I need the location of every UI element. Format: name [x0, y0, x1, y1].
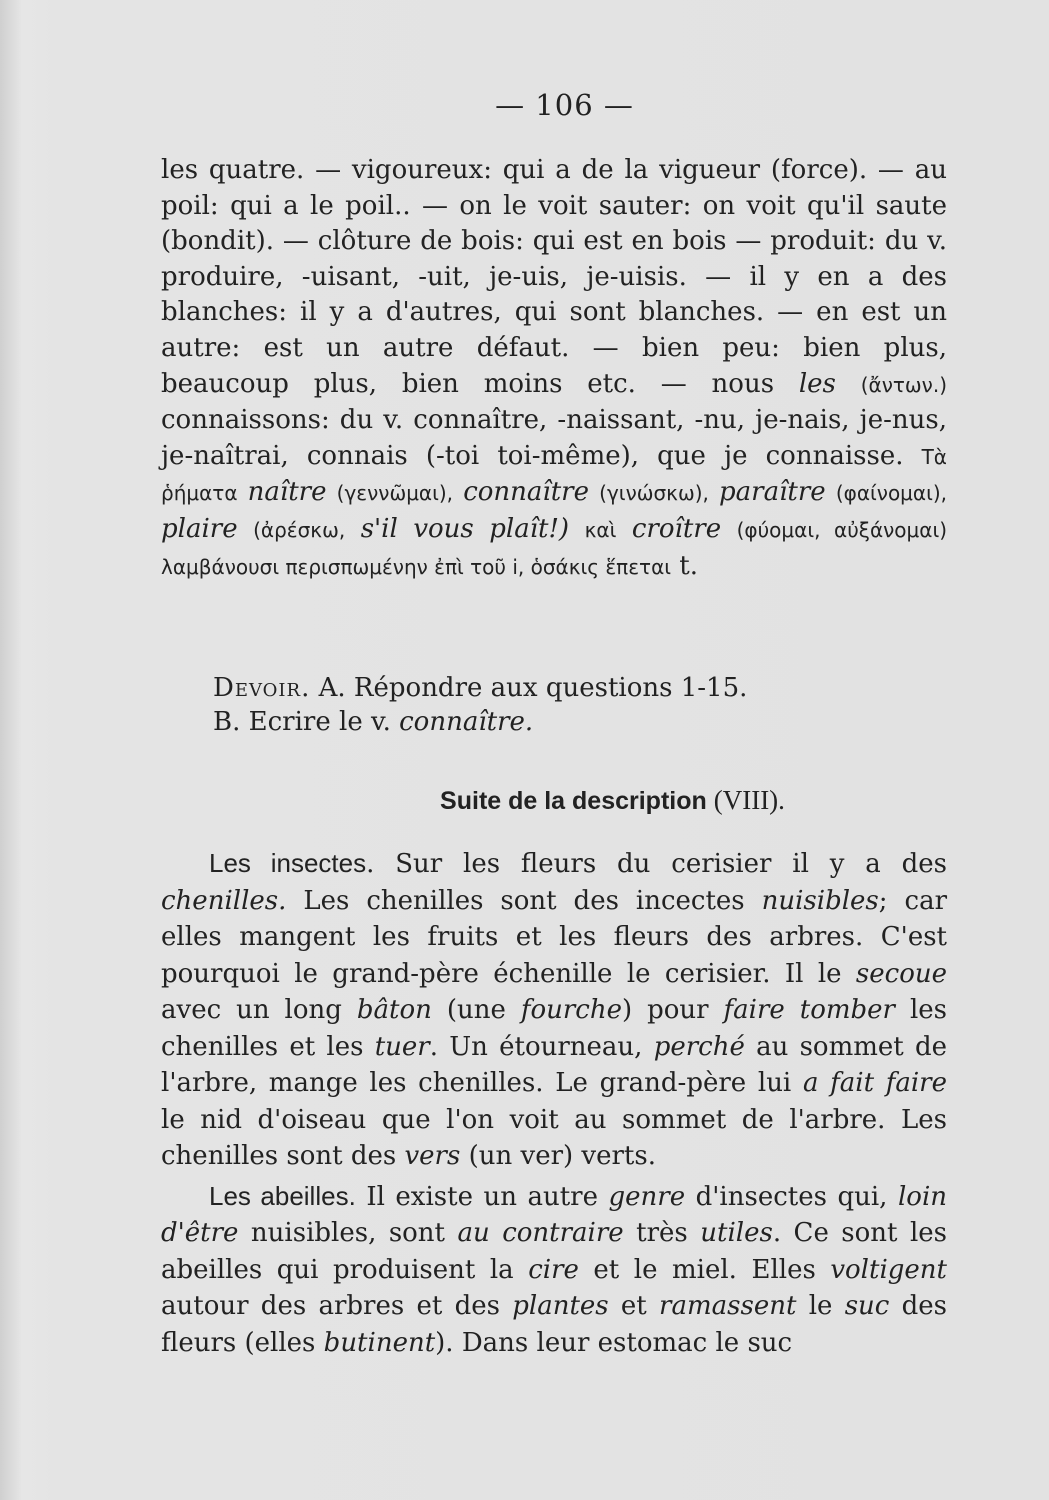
homework-line-b	[161, 705, 947, 739]
homework-text-b: B. Ecrire le v.	[213, 707, 400, 737]
body-text: très	[623, 1218, 701, 1248]
body-text: . Ce sont les abeilles qui produisent la	[161, 1218, 948, 1285]
body-text: . Sur les fleurs du cerisier il y a des	[366, 849, 947, 879]
body-text: nuisibles, sont	[238, 1218, 458, 1248]
body-text: autour des arbres et des	[161, 1291, 513, 1321]
homework-assignment	[161, 671, 947, 739]
homework-line-a	[161, 671, 947, 705]
body-text: le	[796, 1291, 845, 1321]
body-text: d'insectes qui,	[685, 1181, 898, 1212]
italic-term: vers	[404, 1141, 461, 1171]
body-text: Les chenilles sont des incectes	[286, 885, 762, 916]
section-heading-numeral: (VIII).	[713, 785, 785, 815]
greek-text: (φαίνομαι),	[835, 481, 948, 506]
italic-term: utiles	[700, 1218, 773, 1248]
italic-term: voltigent	[830, 1254, 947, 1285]
italic-term: butinent	[323, 1327, 436, 1358]
italic-term: tuer	[374, 1031, 430, 1062]
italic-term: fourche	[520, 995, 622, 1025]
paragraph-abeilles	[161, 1178, 947, 1362]
greek-text: (γεννῶμαι),	[336, 481, 454, 506]
section-heading-main: Suite de la description	[440, 787, 714, 815]
body-text: avec un long	[161, 995, 357, 1025]
notes-text: connaissons: du v. connaître, -naissant, -nu, je-nais, je-nus, je-naîtrai, connais (-toi toi-même), que je connaisse.	[161, 405, 947, 471]
italic-term: a fait faire	[802, 1068, 947, 1098]
paragraph-heading: Les abeilles.	[209, 1180, 356, 1211]
notes-text: t.	[671, 550, 699, 581]
body-text: ). Dans leur estomac le suc	[435, 1327, 793, 1358]
italic-term: ramassent	[659, 1291, 797, 1321]
body-text: Il existe un autre	[355, 1181, 609, 1212]
italic-term: secoue	[855, 958, 947, 989]
homework-label: Devoir.	[213, 673, 311, 703]
greek-text: (ἄντων.)	[860, 372, 948, 397]
homework-italic: connaître.	[399, 707, 534, 737]
body-text: . Un étourneau,	[429, 1031, 654, 1062]
notes-paragraph	[161, 153, 947, 585]
vocabulary-notes	[161, 153, 947, 585]
body-text: ) pour	[622, 995, 724, 1025]
reading-text	[161, 845, 947, 1361]
greek-text: καὶ	[584, 517, 617, 542]
italic-term: perché	[653, 1031, 745, 1062]
body-text: et le miel. Elles	[578, 1254, 831, 1285]
body-text: le nid d'oiseau que l'on voit au sommet de l'arbre. Les chenilles sont des	[161, 1104, 947, 1171]
notes-text: les quatre. — vigoureux: qui a de la vigueur (force). — au poil: qui a le poil.. — on le voit sauter: on voit qu'il saute (bondit). — clôture de bois: qui est en bois — produit: du v. produire, -uisant, -uit, je-uis, je-uisis. — il y en a des blanches: il y a d'autres, qui sont blanches. — en est un autre: est un autre défaut. — bien peu: bien plus, beaucoup plus, bien moins etc. — nous	[161, 155, 947, 399]
notes-italic: croître	[631, 513, 722, 544]
notes-italic: paraître	[719, 477, 826, 508]
greek-text: (φύομαι, αὐξάνομαι) λαμβάνουσι περισπωμένην ἐπὶ τοῦ i, ὁσάκις ἕπεται	[161, 517, 948, 579]
notes-italic: plaire	[161, 513, 238, 544]
greek-text: (ἀρέσκω,	[253, 517, 346, 542]
greek-text: Τὰ ῥήματα	[161, 444, 947, 506]
italic-term: au contraire	[457, 1218, 624, 1248]
italic-term: faire tomber	[723, 995, 895, 1025]
paragraph-heading: Les insectes	[209, 848, 367, 878]
italic-term: chenilles.	[161, 885, 287, 916]
paragraph-insectes	[161, 845, 947, 1175]
italic-term: suc	[844, 1291, 890, 1321]
body-text: ; car elles mangent les fruits et les fleurs des arbres. C'est pourquoi le grand-père échenille le cerisier. Il le	[161, 885, 947, 989]
page-number: — 106 —	[495, 88, 634, 122]
body-text: les chenilles et les	[161, 995, 947, 1062]
body-text: (une	[431, 995, 521, 1025]
italic-term: bâton	[356, 995, 432, 1025]
body-text: et	[608, 1291, 660, 1321]
body-text: des fleurs (elles	[161, 1291, 947, 1358]
greek-text: (γινώσκω),	[599, 481, 709, 506]
italic-term: genre	[608, 1181, 686, 1212]
homework-text-a: A. Répondre aux questions 1-15.	[310, 673, 748, 703]
body-text: (un ver) verts.	[460, 1141, 656, 1171]
section-heading	[0, 785, 1049, 816]
notes-italic: les	[798, 368, 836, 399]
italic-term: plantes	[512, 1291, 609, 1321]
notes-italic: s'il vous plaît!)	[360, 513, 570, 544]
italic-term: loin d'être	[161, 1181, 947, 1248]
italic-term: cire	[528, 1254, 579, 1285]
body-text: au sommet de l'arbre, mange les chenilles. Le grand-père lui	[161, 1031, 947, 1098]
italic-term: nuisibles	[761, 885, 879, 916]
notes-italic: naître	[247, 477, 327, 508]
notes-italic: connaître	[463, 477, 589, 508]
